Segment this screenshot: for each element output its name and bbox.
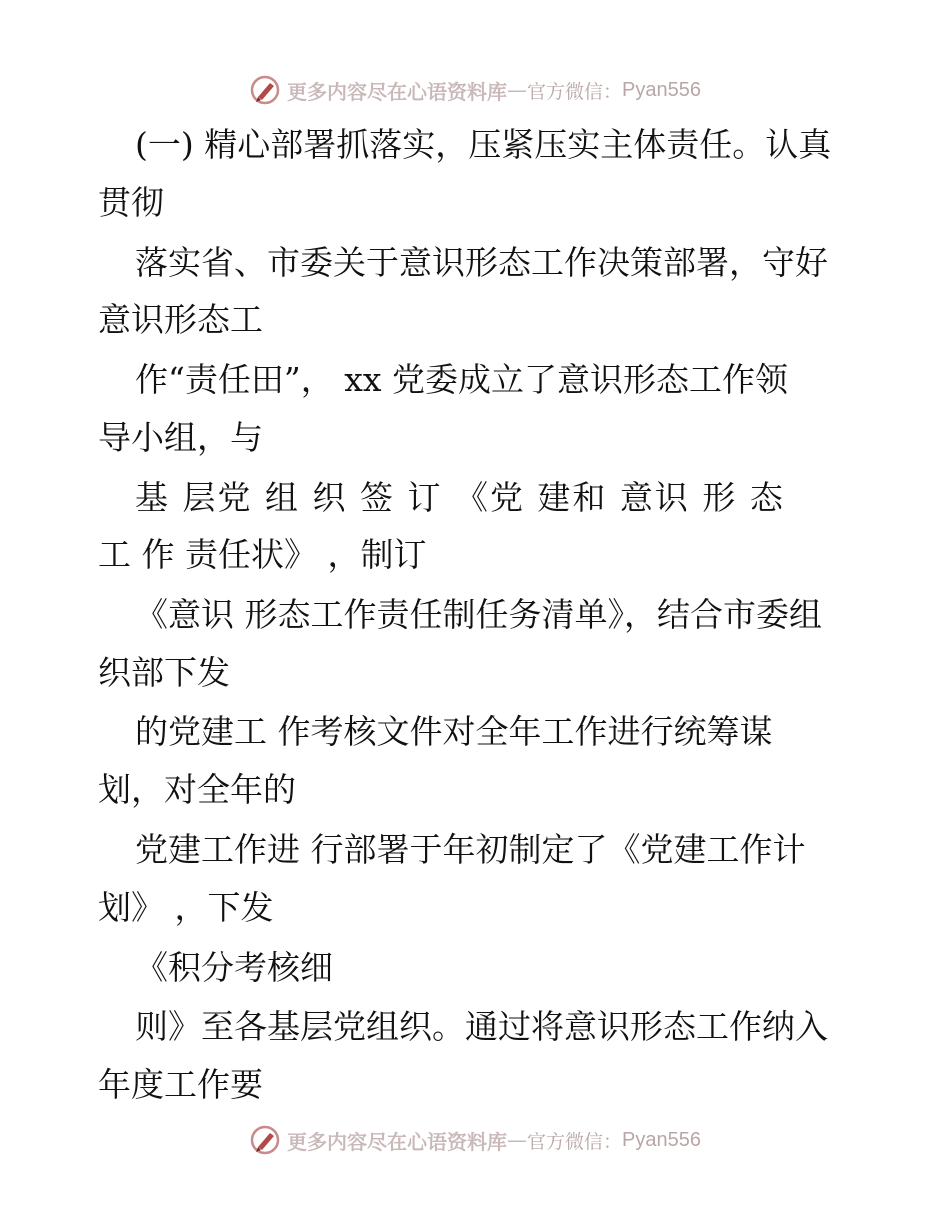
body-line-17: 年度工作要 xyxy=(98,1065,263,1104)
body-line-5: 作“责任田”， xx 党委成立了意识形态工作领 xyxy=(135,360,788,399)
body-line-13: 党建工作进 行部署于年初制定了《党建工作计 xyxy=(135,830,806,869)
body-line-1: (一) 精心部署抓落实，压紧压实主体责任。认真 xyxy=(135,125,832,164)
header-contact-prefix: 官方微信： xyxy=(527,80,623,103)
pen-logo-icon xyxy=(249,1124,281,1156)
body-line-2: 贯彻 xyxy=(98,183,164,222)
body-line-14: 划》 ，下发 xyxy=(98,888,274,927)
pen-logo-icon xyxy=(249,74,281,106)
footer-contact-id: Pyan556 xyxy=(622,1128,701,1151)
body-line-12: 划，对全年的 xyxy=(98,770,296,809)
header-dash: — xyxy=(507,78,527,102)
body-line-7: 基 层党 组 织 签 订 《党 建和 意识 形 态 xyxy=(135,478,785,517)
footer-contact-prefix: 官方微信： xyxy=(527,1130,623,1153)
body-line-6: 导小组，与 xyxy=(98,418,263,457)
body-line-3: 落实省、市委关于意识形态工作决策部署，守好 xyxy=(135,243,828,282)
header-watermark xyxy=(0,70,950,110)
footer-dash: — xyxy=(507,1128,527,1152)
body-line-8: 工 作 责任状》 ，制订 xyxy=(98,535,427,574)
footer-watermark xyxy=(0,1120,950,1160)
body-line-10: 织部下发 xyxy=(98,653,230,692)
body-line-15: 《积分考核细 xyxy=(135,948,333,987)
header-site-text: 更多内容尽在心语资料库 xyxy=(287,79,507,104)
body-line-11: 的党建工 作考核文件对全年工作进行统筹谋 xyxy=(135,712,773,751)
header-contact-id: Pyan556 xyxy=(622,78,701,101)
body-line-4: 意识形态工 xyxy=(98,300,263,339)
body-line-9: 《意识 形态工作责任制任务清单》，结合市委组 xyxy=(135,595,822,634)
footer-site-text: 更多内容尽在心语资料库 xyxy=(287,1129,507,1154)
body-line-16: 则》至各基层党组织。通过将意识形态工作纳入 xyxy=(135,1007,828,1046)
